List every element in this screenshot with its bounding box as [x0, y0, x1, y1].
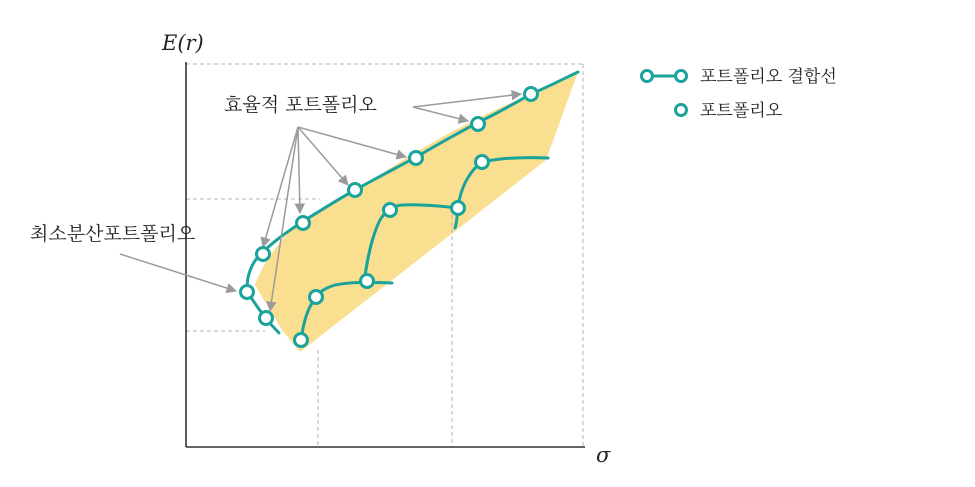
- portfolio-point: [310, 291, 323, 304]
- legend-marker-left: [642, 71, 653, 82]
- arrow-to-min-variance: [120, 254, 236, 291]
- portfolio-point: [361, 275, 374, 288]
- arrow-to-p6: [298, 127, 406, 157]
- efficient-portfolio-label: 효율적 포트폴리오: [224, 94, 377, 116]
- portfolio-point: [476, 156, 489, 169]
- min-variance-portfolio-point: [241, 286, 254, 299]
- portfolio-point: [257, 248, 270, 261]
- arrow-to-p8: [413, 94, 521, 107]
- portfolio-point: [260, 312, 273, 325]
- y-axis-label: E(r): [162, 31, 204, 55]
- x-axis-label: σ: [596, 443, 611, 467]
- portfolio-point: [410, 152, 423, 165]
- portfolio-point: [384, 204, 397, 217]
- legend-marker-right: [676, 71, 687, 82]
- portfolio-point: [295, 334, 308, 347]
- arrow-to-p7: [413, 107, 468, 121]
- portfolio-point: [297, 217, 310, 230]
- legend: [642, 66, 837, 121]
- legend-label: 포트폴리오: [700, 101, 783, 121]
- legend-marker-symbol: [676, 105, 687, 116]
- legend-item-combination-line: [642, 66, 837, 87]
- arrow-to-p5: [298, 127, 348, 185]
- legend-label: 포트폴리오 결합선: [700, 67, 837, 87]
- arrow-to-p4: [298, 127, 300, 213]
- portfolio-point: [525, 88, 538, 101]
- portfolio-point: [349, 184, 362, 197]
- portfolio-point: [472, 118, 485, 131]
- legend-item-portfolio: [676, 101, 783, 121]
- min-variance-portfolio-label: 최소분산포트폴리오: [30, 223, 196, 245]
- portfolio-point: [452, 202, 465, 215]
